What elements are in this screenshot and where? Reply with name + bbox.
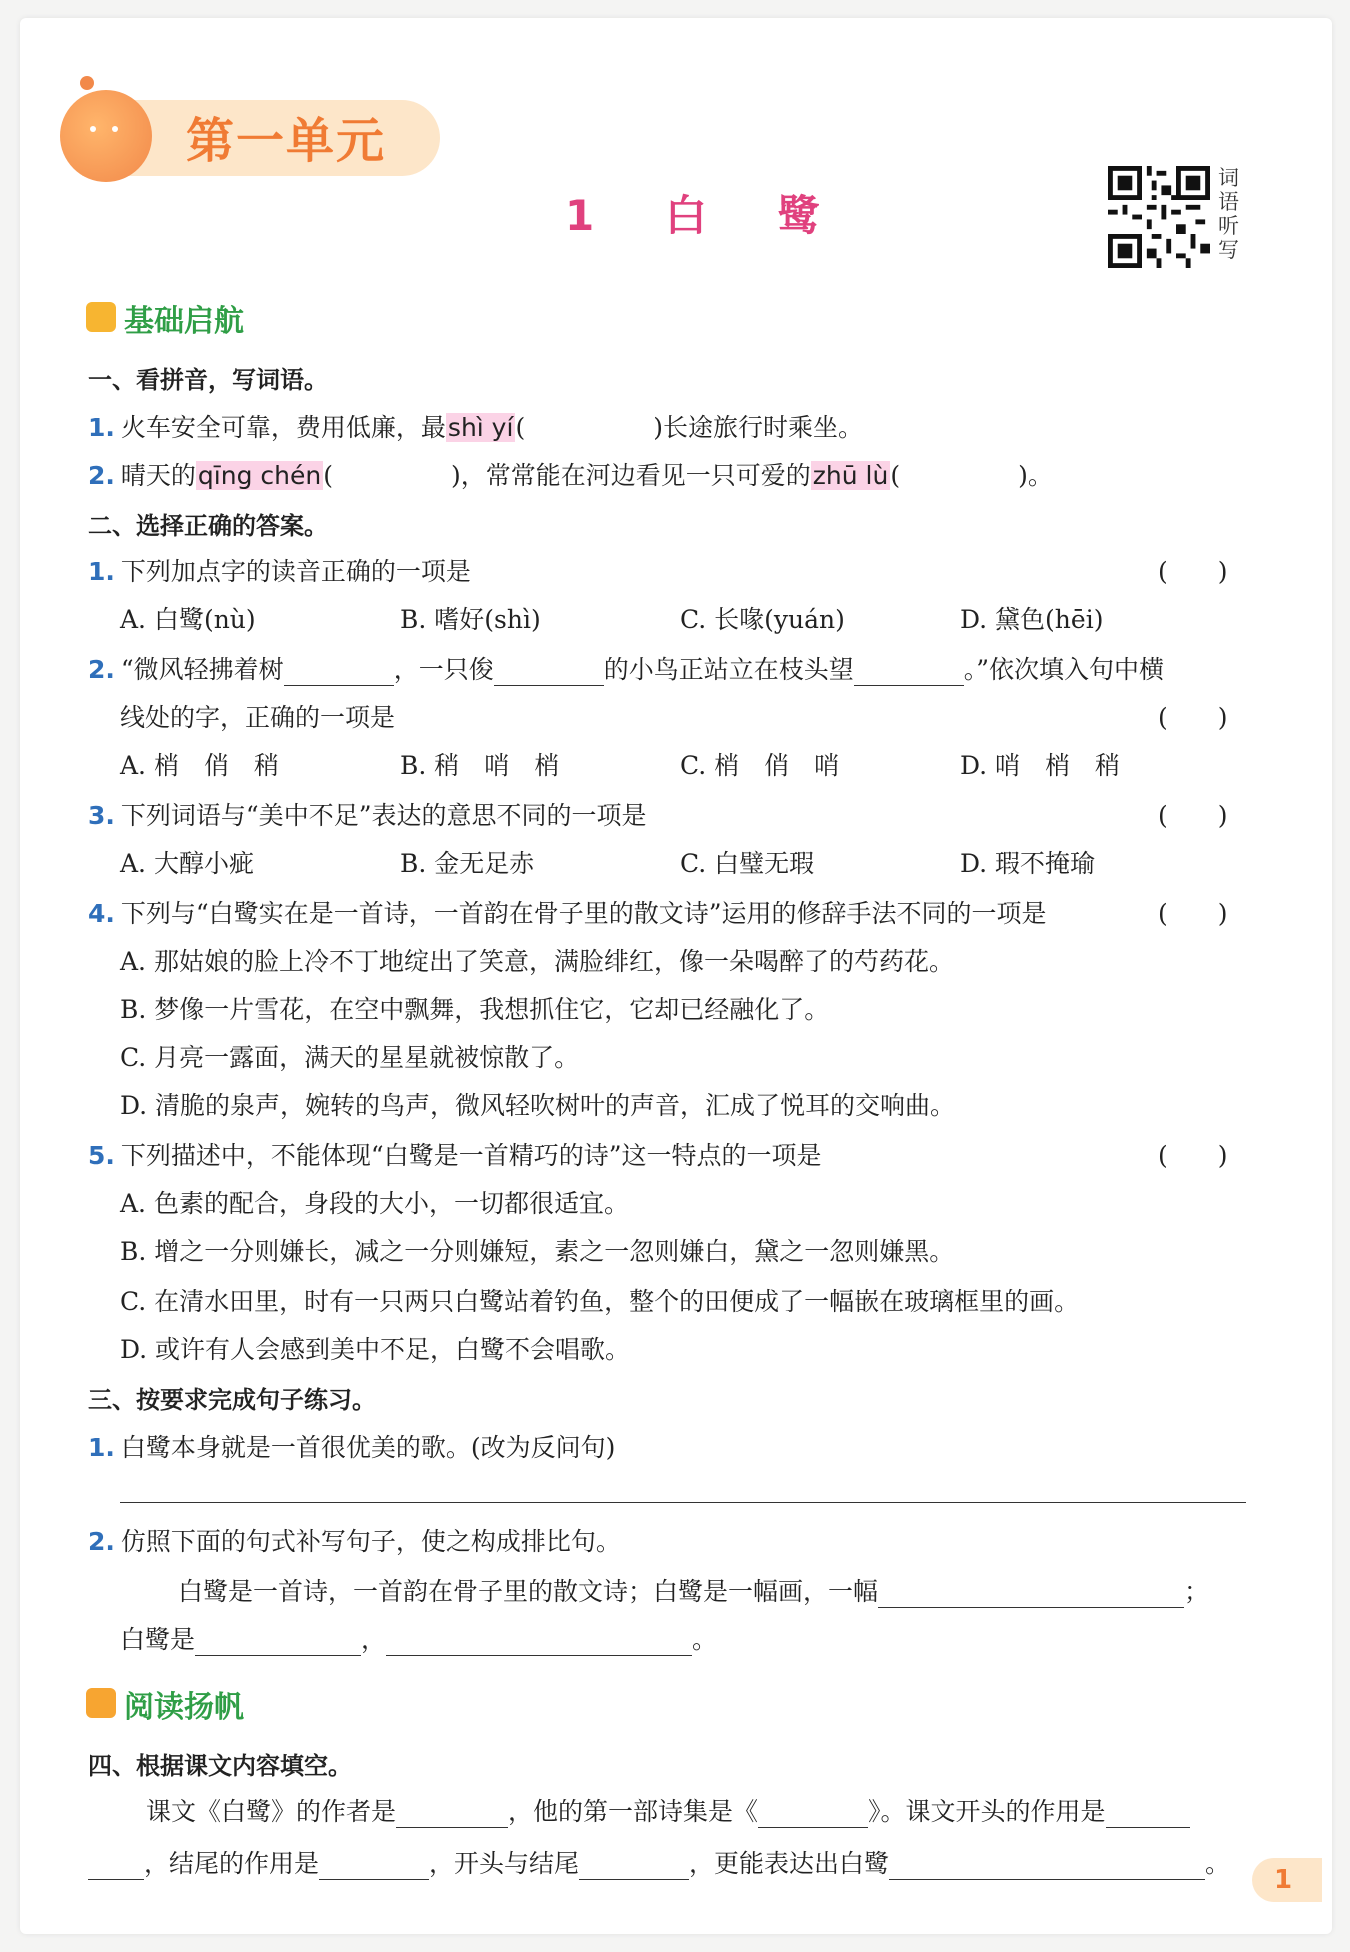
- page-number: 1: [1252, 1858, 1322, 1902]
- qr-code-icon[interactable]: [1108, 166, 1210, 268]
- answer-paren[interactable]: ( ): [1158, 1141, 1228, 1170]
- answer-blank[interactable]: [900, 466, 1018, 492]
- option-a[interactable]: A. 那姑娘的脸上冷不丁地绽出了笑意，满脸绯红，像一朵喝醉了的芍药花。: [120, 947, 954, 976]
- q2-item-2-cont: 线处的字，正确的一项是: [120, 703, 396, 732]
- answer-paren[interactable]: ( ): [1158, 899, 1228, 928]
- q1-item-2: 2. 晴天的qīng chén( )，常常能在河边看见一只可爱的zhū lù( )。: [88, 461, 1053, 490]
- pinyin-prompt: zhū lù: [812, 461, 889, 490]
- item-text: 白鹭是一首诗，一首韵在骨子里的散文诗；白鹭是一幅画，一幅: [178, 1577, 879, 1606]
- item-number: 1.: [88, 1433, 115, 1462]
- q1-heading: 一、看拼音，写词语。: [88, 366, 328, 394]
- item-number: 2.: [88, 461, 115, 490]
- q2-item-5: [88, 1136, 821, 1172]
- answer-blank[interactable]: [878, 1581, 1184, 1608]
- option-b[interactable]: B. 稍 哨 梢: [400, 751, 560, 780]
- item-text: ，开头与结尾: [429, 1849, 580, 1878]
- option-c[interactable]: C. 白璧无瑕: [680, 849, 815, 878]
- answer-blank[interactable]: [319, 1853, 429, 1880]
- option-b[interactable]: B. 增之一分则嫌长，减之一分则嫌短，素之一忽则嫌白，黛之一忽则嫌黑。: [120, 1237, 955, 1266]
- unit-title: 第一单元: [186, 113, 387, 169]
- item-text: 白鹭是: [120, 1625, 196, 1654]
- answer-paren[interactable]: ( ): [1158, 801, 1228, 830]
- answer-paren[interactable]: ( ): [1158, 557, 1228, 586]
- option-c[interactable]: C. 月亮一露面，满天的星星就被惊散了。: [120, 1043, 580, 1072]
- option-b[interactable]: B. 嗜好(shì): [400, 605, 541, 634]
- q1-item-1: 1. 火车安全可靠，费用低廉，最shì yí( )长途旅行时乘坐。: [88, 413, 863, 442]
- item-text: 的小鸟正站立在枝头望: [603, 655, 854, 684]
- lesson-title: 1 白 鹭: [565, 191, 848, 240]
- option-a[interactable]: A. 白鹭(nù): [120, 605, 256, 634]
- option-b[interactable]: B. 梦像一片雪花，在空中飘舞，我想抓住它，它却已经融化了。: [120, 995, 830, 1024]
- pinyin-prompt: qīng chén: [197, 461, 322, 490]
- option-d[interactable]: D. 瑕不掩瑜: [960, 849, 1096, 878]
- qr-label: 词语听写: [1218, 166, 1239, 262]
- item-text: 。: [692, 1625, 718, 1654]
- q3-item-2-model: [178, 1572, 1209, 1608]
- item-text: 下列与“白鹭实在是一首诗，一首韵在骨子里的散文诗”运用的修辞手法不同的一项是: [120, 899, 1047, 928]
- answer-blank[interactable]: [333, 466, 451, 492]
- answer-blank[interactable]: [494, 659, 604, 686]
- q2-heading: 二、选择正确的答案。: [88, 512, 328, 540]
- q3-item-1: [88, 1428, 615, 1464]
- item-text: ，结尾的作用是: [144, 1849, 320, 1878]
- section-reading-heading: 阅读扬帆: [124, 1690, 244, 1725]
- option-c[interactable]: C. 在清水田里，时有一只两只白鹭站着钓鱼，整个的田便成了一幅嵌在玻璃框里的画。: [120, 1287, 1080, 1316]
- item-text: ；: [1184, 1577, 1210, 1606]
- mascot-eye: [90, 126, 96, 132]
- answer-blank[interactable]: [854, 659, 964, 686]
- q4-line-1: [146, 1792, 1190, 1828]
- item-number: 2.: [88, 655, 115, 684]
- item-number: 2.: [88, 1527, 115, 1556]
- answer-blank[interactable]: [758, 1801, 868, 1828]
- item-text: 。: [1205, 1849, 1231, 1878]
- item-number: 5.: [88, 1141, 115, 1170]
- anchor-icon: [86, 302, 116, 332]
- item-text: 下列加点字的读音正确的一项是: [120, 557, 471, 586]
- item-text: 白鹭本身就是一首很优美的歌。(改为反问句): [120, 1433, 616, 1462]
- q4-line-2: [88, 1844, 1230, 1880]
- item-number: 4.: [88, 899, 115, 928]
- item-text: ，更能表达出白鹭: [689, 1849, 890, 1878]
- section-basics-heading: 基础启航: [124, 304, 244, 339]
- answer-paren[interactable]: ( ): [1158, 703, 1228, 732]
- answer-blank[interactable]: [386, 1629, 692, 1656]
- answer-blank[interactable]: [525, 418, 653, 444]
- q2-item-3: [88, 796, 646, 832]
- item-text: ，一只俊: [393, 655, 494, 684]
- answer-blank[interactable]: [579, 1853, 689, 1880]
- item-text: ，他的第一部诗集是《: [508, 1797, 759, 1826]
- q3-item-2-answer: [120, 1620, 717, 1656]
- item-text: 晴天的: [120, 461, 196, 490]
- item-text: 。: [1027, 461, 1053, 490]
- item-number: 3.: [88, 801, 115, 830]
- item-text: “微风轻拂着树: [120, 655, 284, 684]
- item-text: 长途旅行时乘坐。: [662, 413, 863, 442]
- q2-item-2: [88, 650, 1164, 686]
- q4-heading: 四、根据课文内容填空。: [88, 1752, 352, 1780]
- item-text: 课文《白鹭》的作者是: [146, 1797, 397, 1826]
- option-c[interactable]: C. 梢 俏 哨: [680, 751, 840, 780]
- mascot-eye: [112, 126, 118, 132]
- option-d[interactable]: D. 清脆的泉声，婉转的鸟声，微风轻吹树叶的声音，汇成了悦耳的交响曲。: [120, 1091, 956, 1120]
- answer-blank[interactable]: [284, 659, 394, 686]
- item-number: 1.: [88, 557, 115, 586]
- q2-item-1: [88, 552, 471, 588]
- sun-mascot-antenna: [80, 76, 94, 90]
- sail-icon: [86, 1688, 116, 1718]
- answer-blank[interactable]: [396, 1801, 508, 1828]
- answer-blank[interactable]: [195, 1629, 361, 1656]
- item-text: 下列描述中，不能体现“白鹭是一首精巧的诗”这一特点的一项是: [120, 1141, 822, 1170]
- sun-mascot-icon: [60, 90, 152, 182]
- item-text: 仿照下面的句式补写句子，使之构成排比句。: [120, 1527, 621, 1556]
- item-text: ，常常能在河边看见一只可爱的: [460, 461, 811, 490]
- item-text: 火车安全可靠，费用低廉，最: [120, 413, 446, 442]
- q2-item-4: [88, 894, 1046, 930]
- answer-blank[interactable]: [889, 1853, 1205, 1880]
- option-b[interactable]: B. 金无足赤: [400, 849, 535, 878]
- q3-heading: 三、按要求完成句子练习。: [88, 1386, 376, 1414]
- item-text: 下列词语与“美中不足”表达的意思不同的一项是: [120, 801, 647, 830]
- q3-item-2: [88, 1522, 621, 1558]
- option-a[interactable]: A. 大醇小疵: [120, 849, 254, 878]
- option-a[interactable]: A. 梢 俏 稍: [120, 751, 279, 780]
- option-d[interactable]: D. 黛色(hēi): [960, 605, 1104, 634]
- answer-blank[interactable]: [1106, 1801, 1190, 1828]
- option-a[interactable]: A. 色素的配合，身段的大小，一切都很适宜。: [120, 1189, 629, 1218]
- option-d[interactable]: D. 或许有人会感到美中不足，白鹭不会唱歌。: [120, 1335, 631, 1364]
- option-c[interactable]: C. 长喙(yuán): [680, 605, 845, 634]
- item-text: 》。课文开头的作用是: [868, 1797, 1106, 1826]
- option-d[interactable]: D. 哨 梢 稍: [960, 751, 1121, 780]
- answer-line[interactable]: [120, 1502, 1246, 1503]
- item-number: 1.: [88, 413, 115, 442]
- answer-blank[interactable]: [88, 1853, 144, 1880]
- item-text: 。”依次填入句中横: [963, 655, 1165, 684]
- pinyin-prompt: shì yí: [447, 413, 514, 442]
- item-text: ，: [361, 1625, 387, 1654]
